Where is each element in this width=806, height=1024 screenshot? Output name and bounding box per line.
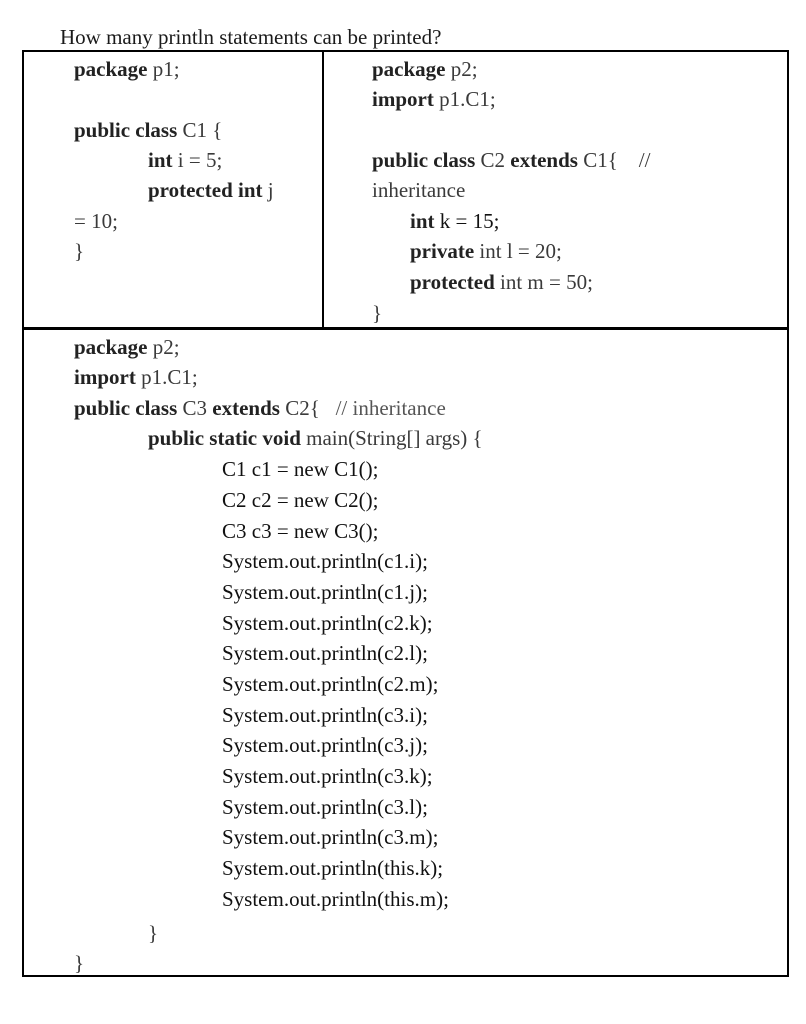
keyword: import [74, 365, 136, 389]
comment-text: // inheritance [319, 396, 446, 420]
c3-body-line: C3 c3 = new C3(); [222, 519, 379, 543]
keyword: package [372, 57, 446, 81]
keyword: package [74, 335, 148, 359]
code-text: C2 [475, 148, 506, 172]
c1-line-package [74, 54, 180, 84]
c2-line-class [372, 145, 650, 175]
c1-line-close: } [74, 239, 85, 263]
code-text: p1.C1; [433, 87, 496, 111]
c2-line-close: } [372, 301, 383, 325]
c3-body-line: System.out.println(c3.i); [222, 703, 428, 727]
code-text: k = 15; [434, 209, 500, 233]
c3-body-line: System.out.println(c2.k); [222, 611, 433, 635]
c3-body-line: System.out.println(c2.m); [222, 672, 439, 696]
keyword: class [428, 148, 476, 172]
keyword: extends [505, 148, 578, 172]
code-text: C2{ [279, 396, 320, 420]
c3-body-line: System.out.println(c1.j); [222, 580, 428, 604]
c3-body-line: C2 c2 = new C2(); [222, 488, 379, 512]
c3-body-line: System.out.println(c1.i); [222, 549, 428, 573]
keyword: package [74, 57, 148, 81]
c3-line-main [148, 423, 483, 453]
keyword: int [410, 209, 435, 233]
c3-body-line: System.out.println(this.m); [222, 887, 449, 911]
c2-line-field-m [410, 267, 593, 297]
keyword: static [204, 426, 258, 450]
code-text: C1 { [177, 118, 223, 142]
keyword: import [372, 87, 434, 111]
c3-line-package [74, 332, 180, 362]
c3-line-import [74, 362, 198, 392]
c3-line-close-method: } [148, 921, 159, 945]
keyword: class [130, 118, 178, 142]
c3-line-class [74, 393, 446, 423]
keyword: public [74, 118, 131, 142]
c1-line-field-j-value: = 10; [74, 209, 118, 233]
code-text: p1; [147, 57, 180, 81]
code-text: i = 5; [172, 148, 223, 172]
question-text: How many println statements can be printed? [60, 25, 442, 49]
keyword: class [130, 396, 178, 420]
code-text: p2; [147, 335, 180, 359]
c3-line-close-class: } [74, 951, 85, 975]
keyword: void [257, 426, 301, 450]
c3-body-line: System.out.println(c2.l); [222, 641, 428, 665]
code-text: C3 [177, 396, 208, 420]
c1-line-field-i [148, 145, 222, 175]
code-text: main(String[] args) { [300, 426, 483, 450]
code-text: p2; [445, 57, 478, 81]
code-text: j [262, 178, 274, 202]
keyword: protected [148, 178, 233, 202]
code-text: p1.C1; [135, 365, 198, 389]
keyword: int [232, 178, 263, 202]
c2-line-comment: inheritance [372, 178, 466, 202]
c2-line-field-k [410, 206, 499, 236]
c2-line-field-l [410, 236, 562, 266]
keyword: protected [410, 270, 495, 294]
keyword: private [410, 239, 475, 263]
c3-body-line: System.out.println(this.k); [222, 856, 444, 880]
c1-line-class [74, 115, 222, 145]
keyword: int [148, 148, 173, 172]
c2-line-package [372, 54, 478, 84]
c2-line-import [372, 84, 496, 114]
keyword: public [372, 148, 429, 172]
c3-body-line: System.out.println(c3.j); [222, 733, 428, 757]
c3-body-line: System.out.println(c3.m); [222, 825, 439, 849]
keyword: public [148, 426, 205, 450]
keyword: public [74, 396, 131, 420]
keyword: extends [207, 396, 280, 420]
c1-line-field-j [148, 175, 274, 205]
c3-body-line: System.out.println(c3.l); [222, 795, 428, 819]
code-text: int l = 20; [474, 239, 562, 263]
code-text: int m = 50; [494, 270, 593, 294]
c3-body-line: System.out.println(c3.k); [222, 764, 433, 788]
code-text: C1{ // [577, 148, 651, 172]
c3-body-line: C1 c1 = new C1(); [222, 457, 379, 481]
